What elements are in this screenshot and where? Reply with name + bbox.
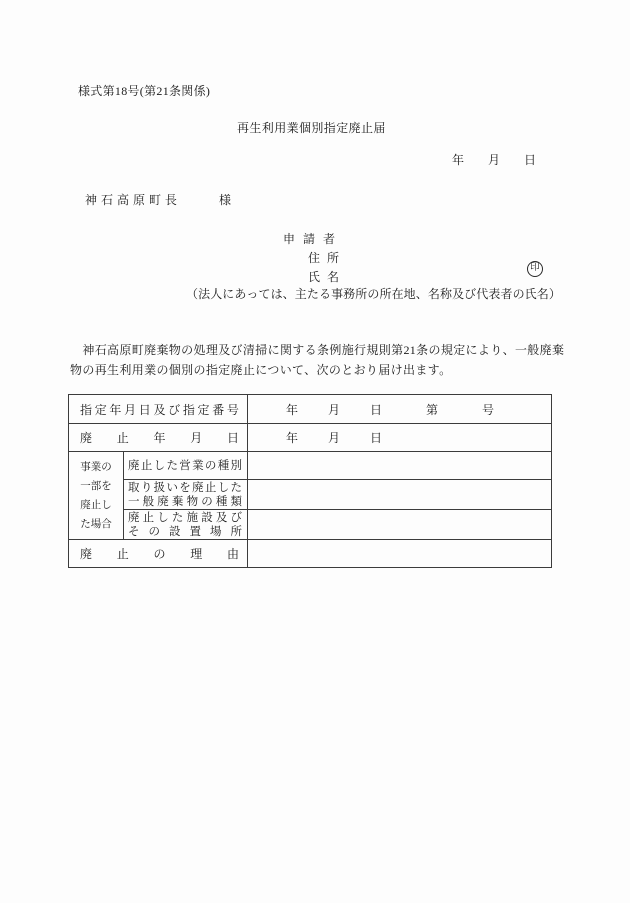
addressee-name: 神 石 高 原 町 長 [85,193,177,207]
abolished-business-type-label: 廃 止 し た 営 業 の 種 別 [128,459,242,472]
designation-date-number-label: 指 定 年 月 日 及 び 指 定 番 号 [80,402,239,417]
document-title: 再生利用業個別指定廃止届 [237,121,386,135]
abolished-waste-type-label-line-1: 取 り 扱 い を 廃 止 し た [128,481,242,494]
name-label: 氏 名 [308,270,339,284]
abolished-waste-type-label-cell [124,480,248,510]
abolished-facility-label-line-2: そ の 設 置 場 所 [128,525,242,538]
group-label-line: た場合 [80,518,112,530]
form-number-label: 様式第18号(第21条関係) [78,84,211,98]
abolition-date-label-cell [69,424,248,452]
applicant-label: 申 請 者 [283,232,335,246]
abolished-waste-type-label-line-2: 一 般 廃 棄 物 の 種 類 [128,495,242,508]
abolished-business-type-value-cell [248,452,551,480]
abolition-reason-label: 廃 止 の 理 由 [80,547,239,561]
abolished-waste-type-value-cell [248,480,551,510]
designation-date-number-label-cell [69,395,248,424]
body-paragraph-line-1: 神石高原町廃棄物の処理及び清掃に関する条例施行規則第21条の規定により、一般廃棄 [70,343,565,357]
abolished-facility-label-cell [124,510,248,540]
date-line: 年 月 日 [452,153,537,167]
honorific-label: 様 [219,193,232,207]
group-label-line: 事業の [80,461,112,473]
seal-icon: 印 [527,261,543,277]
partial-abolition-group-cell [69,452,124,540]
addressee-line [85,191,231,208]
body-paragraph-line-2: 物の再生利用業の個別の指定廃止について、次のとおり届け出ます。 [70,363,452,377]
abolished-facility-value-cell [248,510,551,540]
corporate-note: （法人にあっては、主たる事務所の所在地、名称及び代表者の氏名） [186,287,561,301]
group-label-line: 廃止し [80,499,112,511]
group-label-line: 一部を [80,480,112,492]
abolition-details-table [68,394,552,568]
abolished-business-type-label-cell [124,452,248,480]
designation-date-number-value-cell: 年 月 日 第 号 [248,395,551,424]
abolition-reason-value-cell [248,540,551,567]
abolition-reason-label-cell [69,540,248,567]
address-label: 住 所 [308,251,339,265]
abolition-date-label: 廃 止 年 月 日 [80,431,239,445]
abolished-facility-label-line-1: 廃 止 し た 施 設 及 び [128,511,242,524]
abolition-date-value-cell: 年 月 日 [248,424,551,452]
